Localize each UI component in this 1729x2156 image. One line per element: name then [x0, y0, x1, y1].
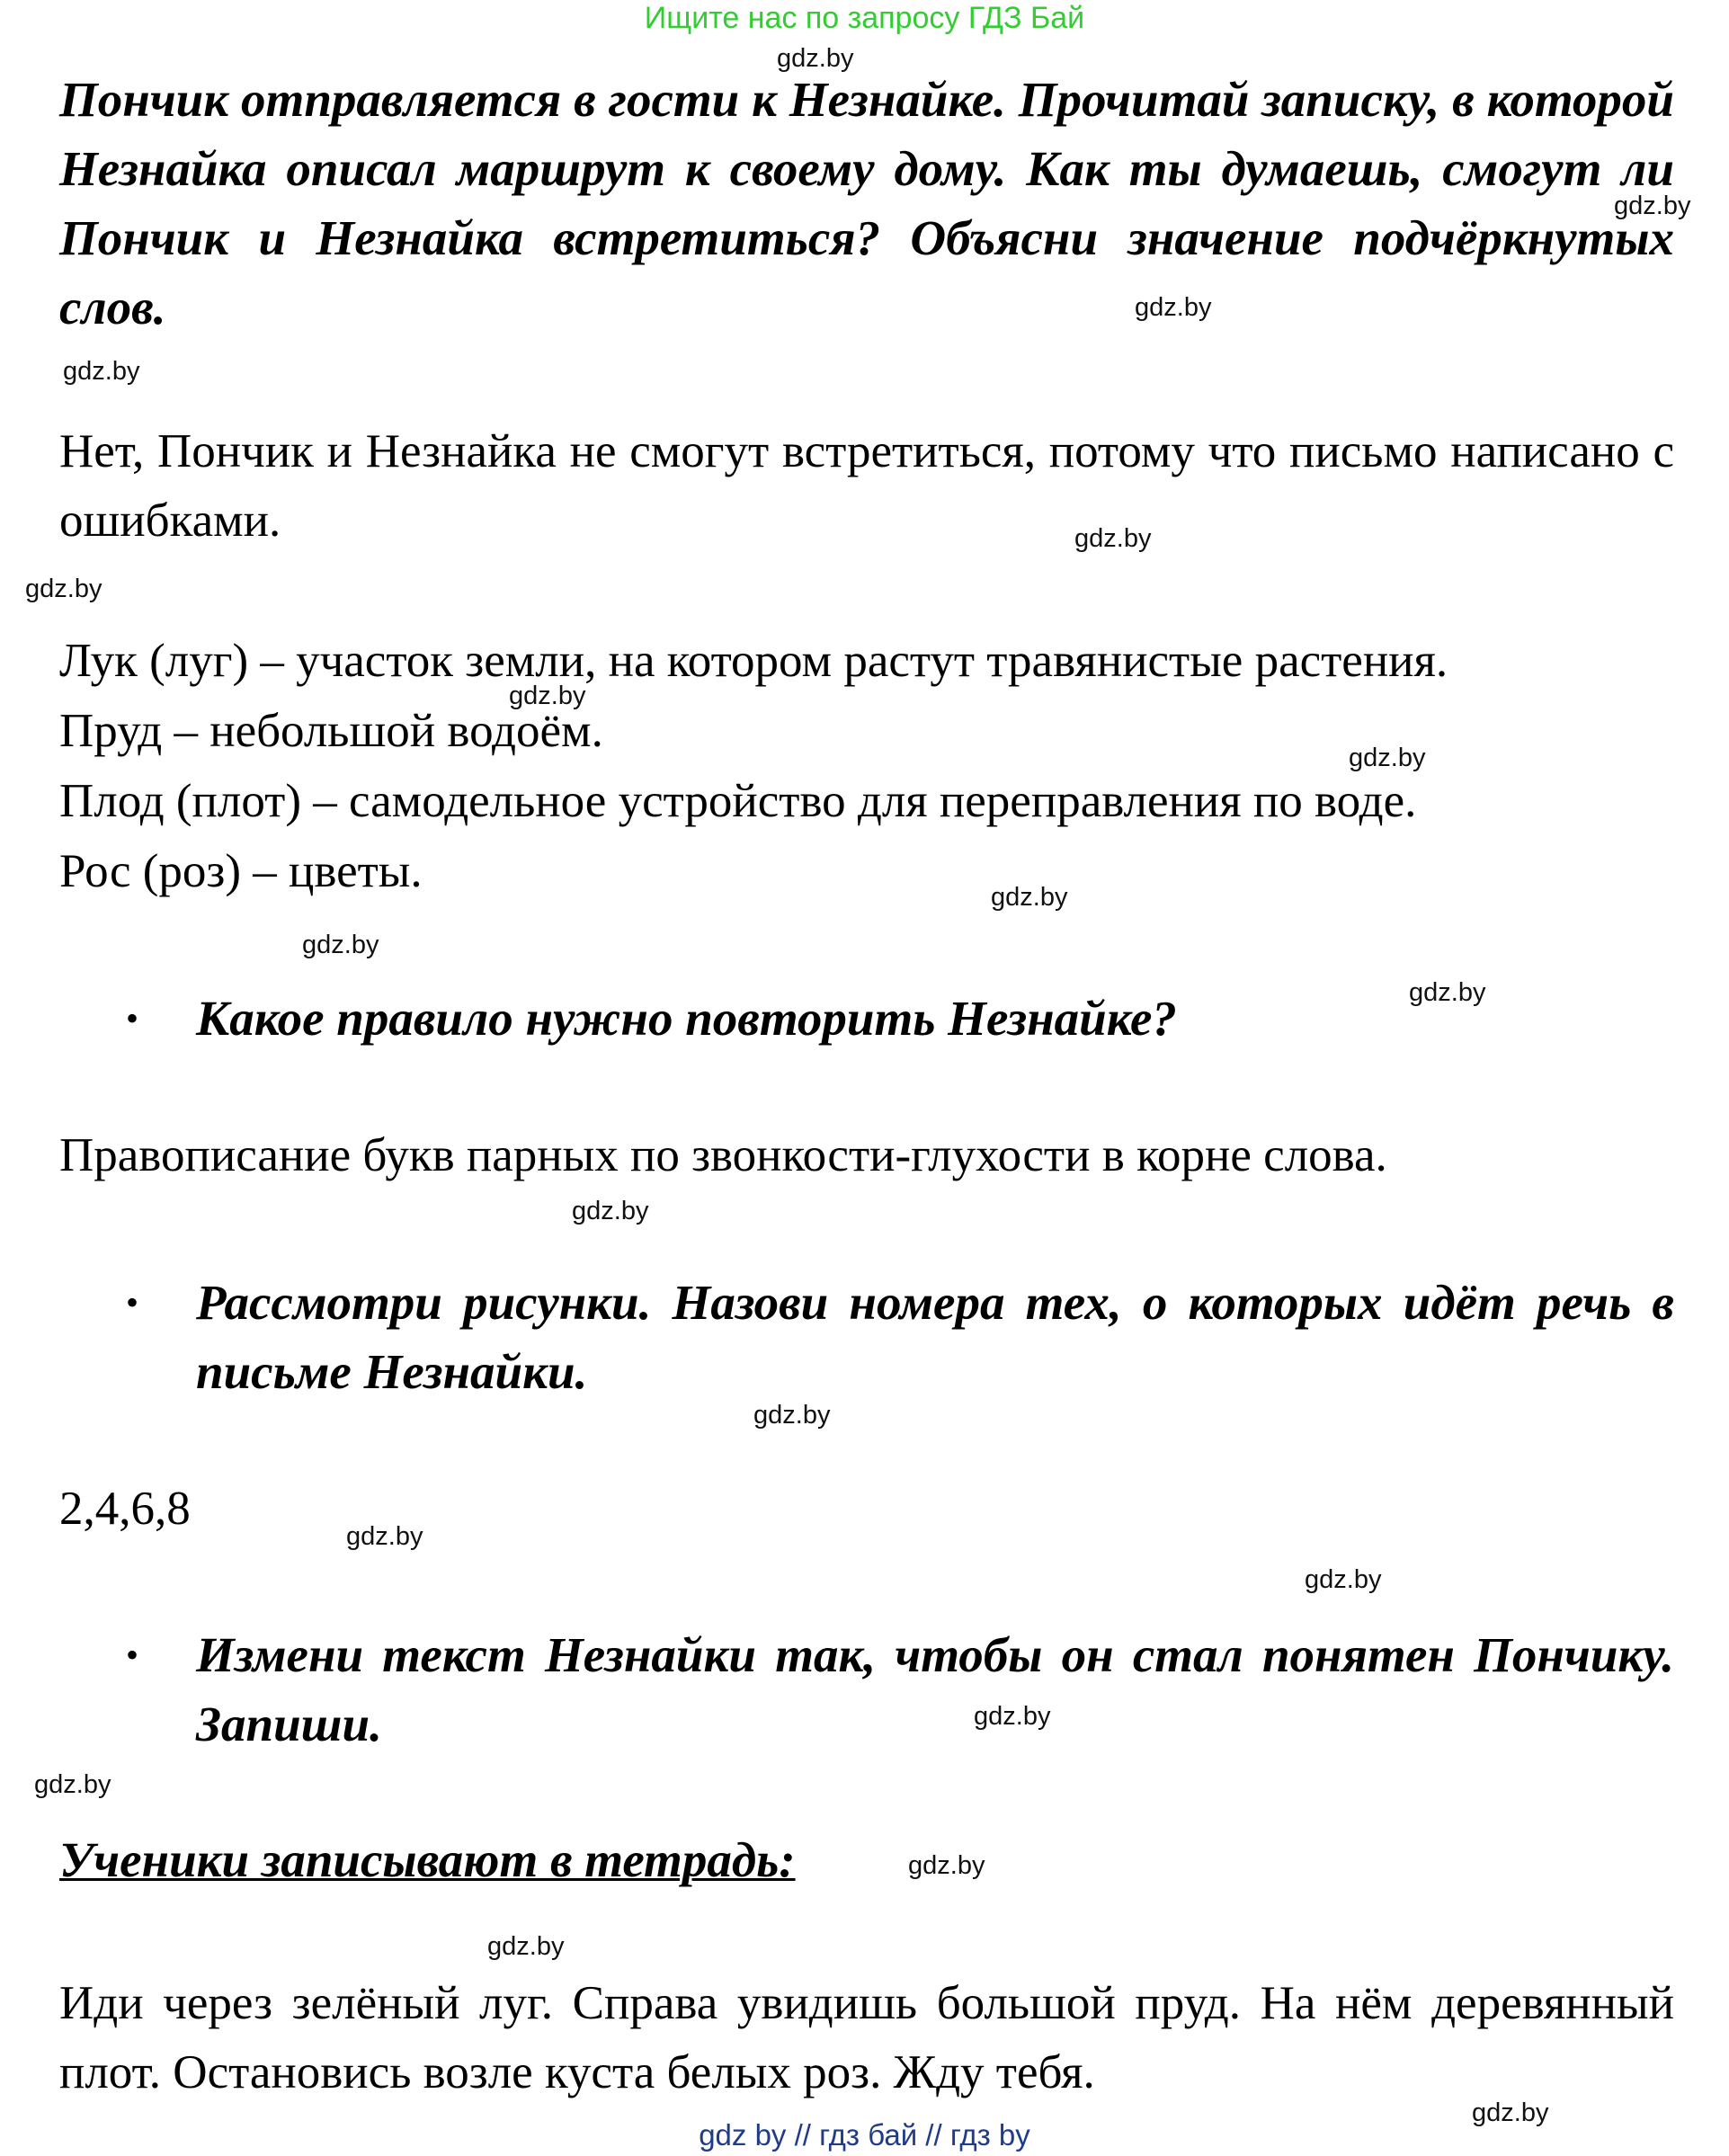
- footer-links[interactable]: gdz by // гдз бай // гдз by: [699, 2118, 1030, 2152]
- watermark: gdz.by: [1409, 978, 1486, 1007]
- watermark: gdz.by: [991, 883, 1068, 912]
- final-note-text: Иди через зелёный луг. Справа увидишь большой пруд. На нём деревянный плот. Остановись возле куста белых роз. Жду тебя.: [59, 1977, 1674, 2098]
- answer-2-text: Правописание букв парных по звонкости-глухости в корне слова.: [59, 1129, 1387, 1181]
- watermark: gdz.by: [34, 1770, 111, 1799]
- watermark: gdz.by: [753, 1401, 831, 1430]
- watermark: gdz.by: [1614, 192, 1691, 220]
- students-heading: Ученики записывают в тетрадь:: [59, 1832, 796, 1887]
- task-1-text: Пончик отправляется в гости к Незнайке. Прочитай записку, в которой Незнайка описал маршрут к своему дому. Как ты думаешь, смогут ли Пончик и Незнайка встретиться? Объясни значение подчёркнутых слов.: [59, 72, 1674, 334]
- question-3-text: Рассмотри рисунки. Назови номера тех, о которых идёт речь в письме Незнайки.: [196, 1275, 1674, 1399]
- question-4-text: Измени текст Незнайки так, чтобы он стал понятен Пончику. Запиши.: [196, 1627, 1674, 1751]
- watermark: gdz.by: [487, 1932, 565, 1961]
- bullet-marker: •: [126, 1282, 139, 1323]
- definition-roz: Рос (роз) – цветы.: [59, 845, 423, 897]
- watermark: gdz.by: [63, 357, 140, 386]
- answer-1-text: Нет, Пончик и Незнайка не смогут встретиться, потому что письмо написано с ошибками.: [59, 425, 1674, 547]
- definition-plot: Плод (плот) – самодельное устройство для переправления по воде.: [59, 775, 1417, 827]
- watermark: gdz.by: [777, 44, 854, 73]
- watermark: gdz.by: [1135, 293, 1212, 322]
- header-search-link[interactable]: Ищите нас по запросу ГДЗ Бай: [644, 1, 1085, 35]
- question-2-text: Какое правило нужно повторить Незнайке?: [196, 991, 1177, 1046]
- watermark: gdz.by: [302, 931, 379, 959]
- watermark: gdz.by: [1472, 2098, 1549, 2127]
- watermark: gdz.by: [1074, 524, 1152, 553]
- watermark: gdz.by: [572, 1197, 649, 1225]
- answer-3-text: 2,4,6,8: [59, 1483, 191, 1535]
- watermark: gdz.by: [1305, 1565, 1382, 1594]
- watermark: gdz.by: [25, 575, 102, 603]
- watermark: gdz.by: [509, 682, 586, 710]
- watermark: gdz.by: [974, 1702, 1051, 1731]
- watermark: gdz.by: [346, 1522, 423, 1551]
- definition-lug: Лук (луг) – участок земли, на котором растут травянистые растения.: [59, 635, 1448, 687]
- bullet-marker: •: [126, 1635, 139, 1675]
- bullet-marker: •: [126, 998, 139, 1038]
- watermark: gdz.by: [908, 1851, 985, 1880]
- watermark: gdz.by: [1349, 744, 1426, 772]
- definition-prud: Пруд – небольшой водоём.: [59, 705, 603, 757]
